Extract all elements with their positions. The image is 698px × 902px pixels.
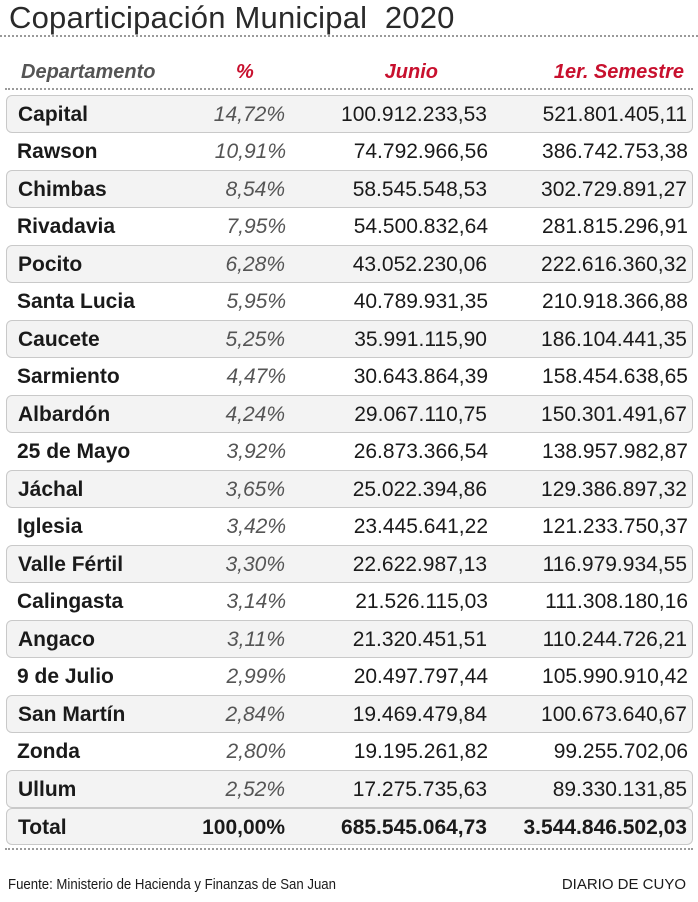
cell-semestre: 3.544.846.502,03 <box>523 815 687 839</box>
cell-percent: 10,91% <box>214 139 286 163</box>
cell-semestre: 186.104.441,35 <box>541 328 687 351</box>
cell-percent: 3,14% <box>226 589 286 613</box>
table-row <box>6 658 693 696</box>
cell-departamento: Pocito <box>18 253 83 276</box>
cell-semestre: 105.990.910,42 <box>542 664 688 688</box>
cell-junio: 43.052.230,06 <box>352 253 487 276</box>
cell-semestre: 138.957.982,87 <box>542 439 688 463</box>
cell-percent: 4,47% <box>226 364 286 388</box>
cell-departamento: Ullum <box>18 778 77 801</box>
cell-departamento: Calingasta <box>17 589 124 613</box>
cell-percent: 8,54% <box>225 178 285 201</box>
table-row-total <box>6 808 693 846</box>
cell-percent: 3,42% <box>226 514 286 538</box>
cell-percent: 2,99% <box>226 664 286 688</box>
header-dotted-divider <box>5 88 693 90</box>
cell-departamento: Sarmiento <box>17 364 120 388</box>
cell-departamento: Angaco <box>18 628 96 651</box>
cell-semestre: 99.255.702,06 <box>553 739 688 763</box>
cell-junio: 685.545.064,73 <box>341 815 487 839</box>
cell-departamento: San Martín <box>18 703 126 726</box>
table-row <box>6 283 693 321</box>
cell-departamento: Albardón <box>18 403 111 426</box>
cell-percent: 100,00% <box>202 815 285 839</box>
cell-departamento: Jáchal <box>18 478 84 501</box>
cell-semestre: 89.330.131,85 <box>552 778 687 801</box>
cell-percent: 7,95% <box>226 214 286 238</box>
table-row <box>6 358 693 396</box>
cell-departamento: Total <box>18 815 67 839</box>
cell-junio: 30.643.864,39 <box>353 364 488 388</box>
cell-percent: 6,28% <box>225 253 285 276</box>
table-row <box>6 545 693 583</box>
cell-junio: 23.445.641,22 <box>353 514 488 538</box>
cell-semestre: 116.979.934,55 <box>542 553 687 576</box>
table-body <box>6 95 693 845</box>
cell-junio: 19.195.261,82 <box>353 739 488 763</box>
cell-percent: 5,25% <box>225 328 285 351</box>
cell-semestre: 110.244.726,21 <box>542 628 687 651</box>
cell-junio: 100.912.233,53 <box>341 103 487 126</box>
cell-junio: 29.067.110,75 <box>354 403 487 426</box>
table-row <box>6 620 693 658</box>
table-row <box>6 245 693 283</box>
cell-departamento: Santa Lucia <box>17 289 135 313</box>
cell-junio: 25.022.394,86 <box>352 478 487 501</box>
cell-junio: 40.789.931,35 <box>353 289 488 313</box>
cell-semestre: 129.386.897,32 <box>541 478 687 501</box>
table-row <box>6 508 693 546</box>
cell-junio: 58.545.548,53 <box>352 178 487 201</box>
cell-semestre: 100.673.640,67 <box>541 703 687 726</box>
header-semestre: 1er. Semestre <box>553 61 684 83</box>
cell-percent: 5,95% <box>226 289 286 313</box>
header-percent: % <box>236 61 254 83</box>
cell-percent: 3,30% <box>225 553 285 576</box>
cell-semestre: 386.742.753,38 <box>542 139 688 163</box>
brand-credit: DIARIO DE CUYO <box>561 876 686 893</box>
cell-departamento: Rawson <box>17 139 98 163</box>
cell-departamento: Caucete <box>18 328 100 351</box>
cell-departamento: Iglesia <box>17 514 83 538</box>
cell-semestre: 150.301.491,67 <box>541 403 687 426</box>
cell-junio: 21.526.115,03 <box>355 589 488 613</box>
cell-percent: 3,65% <box>225 478 285 501</box>
cell-semestre: 222.616.360,32 <box>541 253 687 276</box>
cell-percent: 2,52% <box>225 778 285 801</box>
cell-percent: 3,92% <box>226 439 286 463</box>
table-row <box>6 95 693 133</box>
cell-percent: 3,11% <box>227 628 285 651</box>
cell-semestre: 158.454.638,65 <box>542 364 688 388</box>
cell-semestre: 111.308.180,16 <box>545 589 688 613</box>
table-row <box>6 133 693 171</box>
cell-junio: 54.500.832,64 <box>353 214 488 238</box>
cell-semestre: 521.801.405,11 <box>542 103 687 126</box>
table-row <box>6 395 693 433</box>
cell-semestre: 210.918.366,88 <box>542 289 688 313</box>
source-note: Fuente: Ministerio de Hacienda y Finanzas de San Juan <box>8 876 336 893</box>
cell-junio: 20.497.797,44 <box>353 664 488 688</box>
cell-departamento: Zonda <box>17 739 80 763</box>
cell-junio: 22.622.987,13 <box>352 553 487 576</box>
cell-departamento: Chimbas <box>18 178 107 201</box>
table-row <box>6 470 693 508</box>
cell-percent: 2,84% <box>225 703 285 726</box>
cell-semestre: 121.233.750,37 <box>542 514 688 538</box>
table-row <box>6 208 693 246</box>
cell-junio: 19.469.479,84 <box>352 703 487 726</box>
page-title: Coparticipación Municipal 2020 <box>9 0 455 35</box>
table-row <box>6 695 693 733</box>
table-row <box>6 170 693 208</box>
table-row <box>6 320 693 358</box>
bottom-dotted-divider <box>5 848 693 850</box>
table-row <box>6 433 693 471</box>
cell-junio: 17.275.735,63 <box>352 778 487 801</box>
cell-junio: 74.792.966,56 <box>353 139 488 163</box>
top-dotted-divider <box>0 35 698 37</box>
cell-junio: 26.873.366,54 <box>353 439 488 463</box>
table-row <box>6 770 693 808</box>
cell-percent: 4,24% <box>225 403 285 426</box>
cell-departamento: 9 de Julio <box>17 664 114 688</box>
table-row <box>6 733 693 771</box>
cell-departamento: Rivadavia <box>17 214 116 238</box>
header-junio: Junio <box>384 61 438 83</box>
cell-junio: 21.320.451,51 <box>352 628 487 651</box>
cell-semestre: 302.729.891,27 <box>541 178 687 201</box>
header-departamento: Departamento <box>21 61 156 83</box>
cell-junio: 35.991.115,90 <box>354 328 487 351</box>
cell-departamento: 25 de Mayo <box>17 439 131 463</box>
cell-percent: 14,72% <box>213 103 285 126</box>
cell-percent: 2,80% <box>226 739 286 763</box>
cell-departamento: Valle Fértil <box>18 553 124 576</box>
cell-semestre: 281.815.296,91 <box>542 214 688 238</box>
table-row <box>6 583 693 621</box>
cell-departamento: Capital <box>18 103 89 126</box>
table-header <box>0 58 698 88</box>
